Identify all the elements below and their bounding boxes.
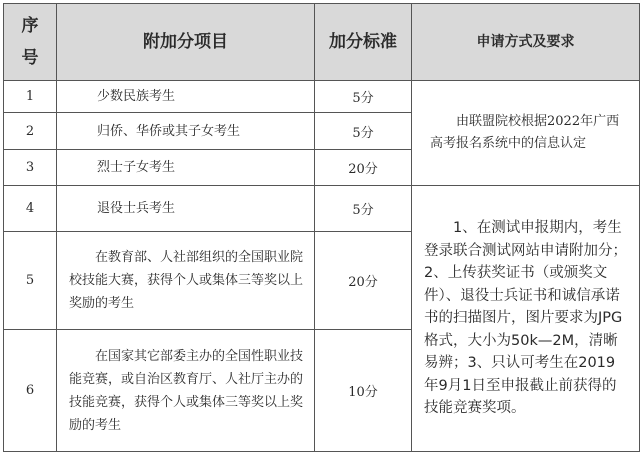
row-score: 20分	[315, 150, 412, 186]
row-score: 20分	[315, 232, 412, 330]
header-score: 加分标准	[315, 4, 412, 81]
row-score: 5分	[315, 113, 412, 150]
method-cell-auto: 由联盟院校根据2022年广西高考报名系统中的信息认定	[412, 81, 640, 186]
row-score: 10分	[315, 330, 412, 452]
row-index: 3	[4, 150, 57, 186]
header-method: 申请方式及要求	[412, 4, 640, 81]
row-item: 退役士兵考生	[57, 186, 315, 232]
row-item-text: 在国家其它部委主办的全国性职业技能竞赛，或自治区教育厅、人社厅主办的技能竞赛，获得个人或集体三等奖以上奖励的考生	[69, 348, 304, 433]
table-row	[4, 186, 640, 232]
row-item: 归侨、华侨或其子女考生	[57, 113, 315, 150]
row-item-text: 在教育部、人社部组织的全国职业院校技能大赛，获得个人或集体三等奖以上奖励的考生	[69, 250, 304, 311]
header-index: 序号	[4, 4, 57, 81]
method-cell-apply: 1、在测试申报期内，考生登录联合测试网站申请附加分；2、上传获奖证书（或颁奖文件）、退役士兵证书和诚信承诺书的扫描图片，图片要求为JPG格式，大小为50k—2M，清晰易辨；3、只认可考生在2019年9月1日至申报截止前获得的技能竞赛奖项。	[412, 186, 640, 452]
row-item	[57, 330, 315, 452]
bonus-points-table	[3, 3, 640, 452]
header-item: 附加分项目	[57, 4, 315, 81]
row-item	[57, 232, 315, 330]
row-item: 少数民族考生	[57, 81, 315, 113]
row-index: 4	[4, 186, 57, 232]
row-index: 2	[4, 113, 57, 150]
row-index: 1	[4, 81, 57, 113]
table-row	[4, 81, 640, 113]
header-row	[4, 4, 640, 81]
row-index: 6	[4, 330, 57, 452]
row-score: 5分	[315, 186, 412, 232]
row-index: 5	[4, 232, 57, 330]
row-item: 烈士子女考生	[57, 150, 315, 186]
row-score: 5分	[315, 81, 412, 113]
